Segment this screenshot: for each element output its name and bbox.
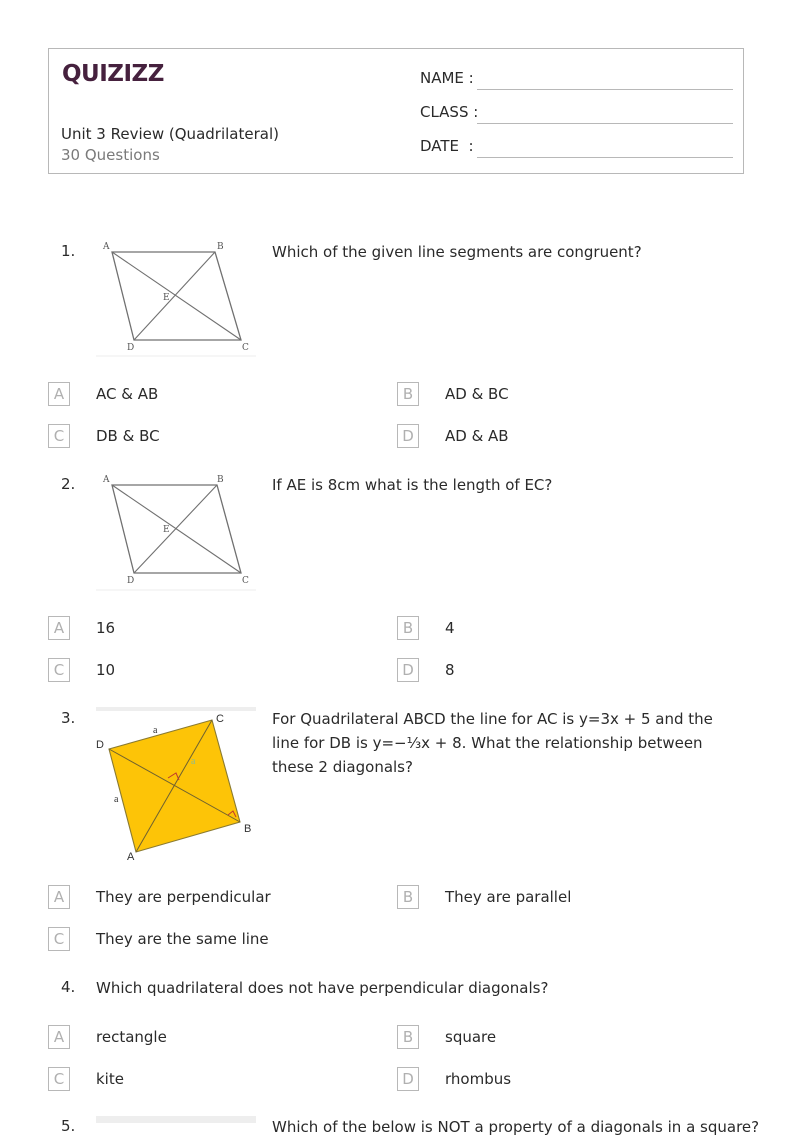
name-line xyxy=(477,89,733,90)
label-c: C xyxy=(242,576,249,586)
question-number: 4. xyxy=(61,978,76,996)
class-label: CLASS : xyxy=(420,103,479,121)
label-d: D xyxy=(127,343,135,353)
label-c: C xyxy=(216,713,224,725)
parallelogram-diagram xyxy=(96,471,256,591)
question-text: If AE is 8cm what is the length of EC? xyxy=(272,476,553,494)
option-text[interactable]: They are the same line xyxy=(96,930,269,948)
label-c: C xyxy=(242,343,249,353)
option-letter[interactable]: A xyxy=(48,1025,70,1049)
option-letter[interactable]: A xyxy=(48,382,70,406)
square-diagram xyxy=(96,707,256,863)
quizizz-logo: QUIZIZZ xyxy=(62,61,164,87)
option-text[interactable]: 16 xyxy=(96,619,116,637)
option-text[interactable]: rhombus xyxy=(445,1070,512,1088)
option-text[interactable]: AD & AB xyxy=(445,427,509,445)
question-number: 3. xyxy=(61,709,76,727)
option-text[interactable]: 8 xyxy=(445,661,455,679)
label-b: B xyxy=(217,242,224,252)
option-text[interactable]: They are perpendicular xyxy=(96,888,271,906)
label-d: D xyxy=(96,739,104,751)
worksheet-title: Unit 3 Review (Quadrilateral) xyxy=(61,125,279,143)
option-letter[interactable]: A xyxy=(48,616,70,640)
name-label: NAME : xyxy=(420,69,474,87)
option-text[interactable]: AD & BC xyxy=(445,385,509,403)
option-text[interactable]: 4 xyxy=(445,619,455,637)
option-text[interactable]: DB & BC xyxy=(96,427,160,445)
option-letter[interactable]: D xyxy=(397,658,419,682)
option-letter[interactable]: D xyxy=(397,424,419,448)
date-label: DATE : xyxy=(420,137,474,155)
side-label-a: a xyxy=(114,794,119,805)
question-text: Which quadrilateral does not have perpendicular diagonals? xyxy=(96,979,549,997)
option-letter[interactable]: C xyxy=(48,658,70,682)
option-text[interactable]: square xyxy=(445,1028,497,1046)
question-count: 30 Questions xyxy=(61,146,160,164)
option-letter[interactable]: B xyxy=(397,1025,419,1049)
date-line xyxy=(477,157,733,158)
class-line xyxy=(477,123,733,124)
question-number: 1. xyxy=(61,242,76,260)
worksheet-header xyxy=(48,48,744,174)
label-e: E xyxy=(163,525,170,535)
option-letter[interactable]: B xyxy=(397,616,419,640)
option-text[interactable]: AC & AB xyxy=(96,385,159,403)
option-letter[interactable]: D xyxy=(397,1067,419,1091)
question-image-placeholder xyxy=(96,1116,256,1123)
parallelogram-diagram xyxy=(96,237,256,357)
label-a: A xyxy=(103,475,110,485)
label-b: B xyxy=(217,475,224,485)
label-d: D xyxy=(127,576,135,586)
label-b: B xyxy=(244,823,252,835)
option-letter[interactable]: C xyxy=(48,424,70,448)
label-e: E xyxy=(163,293,170,303)
label-a: A xyxy=(127,851,135,863)
option-text[interactable]: They are parallel xyxy=(445,888,572,906)
question-text: For Quadrilateral ABCD the line for AC is y=3x + 5 and the line for DB is y=−⅓x + 8. What the relationship between these 2 diagonals? xyxy=(272,710,713,776)
option-text[interactable]: 10 xyxy=(96,661,116,679)
option-letter[interactable]: C xyxy=(48,927,70,951)
question-text: Which of the below is NOT a property of a diagonals in a square? xyxy=(272,1118,760,1136)
option-text[interactable]: kite xyxy=(96,1070,124,1088)
diagonal-bd xyxy=(134,252,215,340)
question-number: 5. xyxy=(61,1117,76,1135)
option-text[interactable]: rectangle xyxy=(96,1028,167,1046)
option-letter[interactable]: B xyxy=(397,382,419,406)
option-letter[interactable]: B xyxy=(397,885,419,909)
question-number: 2. xyxy=(61,475,76,493)
diagonal-bd xyxy=(134,485,217,573)
side-label-a: a xyxy=(153,725,158,736)
option-letter[interactable]: A xyxy=(48,885,70,909)
question-text: Which of the given line segments are congruent? xyxy=(272,243,642,261)
label-a: A xyxy=(103,242,110,252)
side-label-a: a xyxy=(191,756,196,767)
option-letter[interactable]: C xyxy=(48,1067,70,1091)
